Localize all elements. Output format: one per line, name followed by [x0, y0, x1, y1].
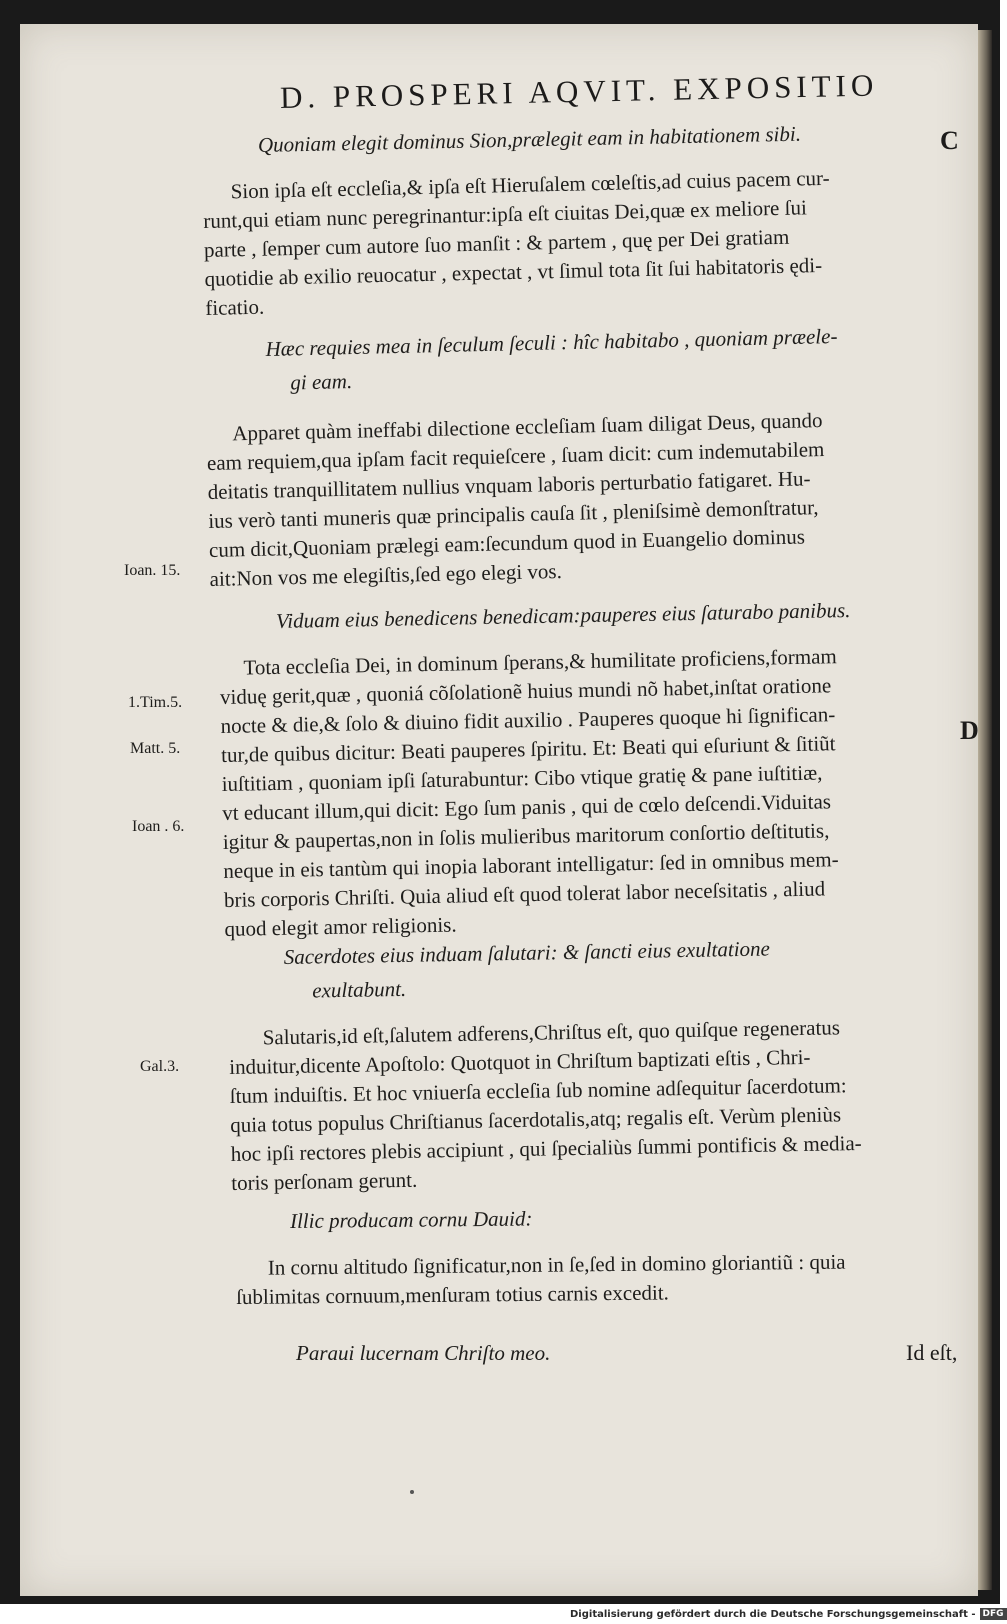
column-letter-d: D — [960, 716, 979, 745]
paragraph — [236, 1247, 939, 1312]
verse-heading — [265, 319, 838, 400]
text-line: cum dicit,Quoniam prælegi eam:ſecundum quod in Euangelio dominus — [208, 524, 806, 562]
text-line: ait:Non vos me elegiſtis,ſed ego elegi vos. — [209, 558, 563, 591]
verse-line: exultabunt. — [312, 976, 407, 1003]
text-line: In cornu altitudo ſignificatur,non in ſe,ſed in domino gloriantiũ : quia — [267, 1249, 846, 1280]
text-line: quotidie ab exilio reuocatur , expectat , vt ſimul tota ſit ſui habitatoris ędi- — [204, 252, 823, 291]
text-line: tur,de quibus dicitur: Beati pauperes ſpiritu. Et: Beati qui eſuriunt & ſitiũt — [220, 731, 836, 768]
text-line: Apparet quàm ineffabi dilectione eccleſiam ſuam diligat Deus, quando — [232, 408, 823, 446]
running-head: D. PROSPERI AQVIT. EXPOSITIO — [279, 67, 879, 115]
verse-heading: Viduam eius benedicens benedicam:pauperes eius ſaturabo panibus. — [275, 597, 851, 633]
text-line: neque in eis tantùm qui inopia laborant intelligatur: ſed in omnibus mem- — [223, 847, 839, 883]
book-page-edge — [978, 30, 992, 1590]
margin-note: Ioan . 6. — [132, 818, 185, 835]
text-line: nocte & die,& ſolo & diuino fidit auxilio . Pauperes quoque hi ſignifican- — [220, 702, 836, 739]
paragraph — [202, 162, 929, 323]
text-line: ficatio. — [205, 294, 265, 320]
verse-line: Sacerdotes eius induam ſalutari: & ſancti eius exultatione — [283, 936, 771, 970]
margin-note: Gal.3. — [140, 1058, 180, 1075]
paragraph — [206, 404, 934, 594]
text-line: Tota eccleſia Dei, in dominum ſperans,& humilitate proficiens,formam — [243, 644, 837, 680]
text-line: ius verò tanti muneris quæ principalis cauſa ſit , pleniſsimè demonſtratur, — [208, 495, 819, 533]
text-line: iuſtitiam , quoniam ipſi ſaturabuntur: Cibo vtique gratię & pane iuſtitiæ, — [221, 760, 823, 797]
catchword: Id eſt, — [906, 1340, 958, 1365]
verse-heading: Paraui lucernam Chriſto meo. — [296, 1341, 551, 1365]
paragraph — [228, 1012, 939, 1198]
margin-note: 1.Tim.5. — [128, 694, 183, 711]
text-line: vt educant illum,qui dicit: Ego ſum panis , qui de cœlo deſcendi.Viduitas — [222, 789, 832, 825]
text-line: viduę gerit,quæ , quoniá cõſolationẽ huius mundi nõ habet,inſtat oratione — [219, 673, 832, 710]
text-line: deitatis tranquillitatem nullius vnquam laboris perturbatio fatigaret. Hu- — [207, 466, 811, 505]
text-line: parte , ſemper cum autore ſuo manſit : & partem , quę per Dei gratiam — [203, 224, 790, 262]
digitization-footer — [570, 1608, 1007, 1620]
verse-line: Hæc requies mea in ſeculum ſeculi : hîc habitabo , quoniam præele- — [265, 324, 838, 362]
dfg-logo-icon: DFG — [980, 1608, 1007, 1620]
verse-heading — [283, 932, 770, 1008]
text-line: quod elegit amor religionis. — [224, 912, 457, 941]
ink-speck — [410, 1490, 414, 1494]
text-line: Sion ipſa eſt eccleſia,& ipſa eſt Hieruſalem cœleſtis,ad cuius pacem cur- — [230, 165, 830, 204]
text-line: eam requiem,qua ipſam facit requieſcere , ſuam dicit: cum indemutabilem — [206, 437, 825, 476]
footer-text: Digitalisierung gefördert durch die Deutsche Forschungsgemeinschaft - — [570, 1608, 976, 1620]
text-line: hoc ipſi rectores plebis accipiunt , qui ſpecialiùs ſummi pontificis & media- — [230, 1130, 862, 1166]
text-line: runt,qui etiam nunc peregrinantur:ipſa eſt ciuitas Dei,quæ ex meliore ſui — [203, 195, 808, 234]
verse-heading: Quoniam elegit dominus Sion,prælegit eam in habitationem sibi. — [257, 121, 802, 157]
verse-line: gi eam. — [290, 369, 353, 395]
text-line: quia totus populus Chriſtianus ſacerdotalis,atq; regalis eſt. Verùm pleniùs — [230, 1102, 842, 1137]
margin-note: Ioan. 15. — [124, 562, 181, 579]
text-line: toris perſonam gerunt. — [231, 1167, 418, 1195]
text-line: igitur & paupertas,non in ſolis mulieribus maritorum conſortio deſtitutis, — [222, 818, 830, 854]
text-line: ſtum induiſtis. Et hoc vniuerſa eccleſia ſub nomine adſequitur ſacerdotum: — [229, 1073, 847, 1109]
margin-note: Matt. 5. — [130, 740, 181, 757]
text-line: ſublimitas cornuum,menſuram totius carnis excedit. — [236, 1280, 669, 1309]
column-letter-c: C — [940, 126, 959, 155]
text-line: induitur,dicente Apoſtolo: Quotquot in Chriſtum baptizati eſtis , Chri- — [229, 1044, 811, 1080]
paragraph — [219, 640, 940, 944]
text-line: Salutaris,id eſt,ſalutem adferens,Chriſtus eſt, quo quiſque regeneratus — [262, 1015, 841, 1050]
text-line: bris corporis Chriſti. Quia aliud eſt quod tolerat labor neceſsitatis , aliud — [223, 876, 826, 912]
verse-heading: Illic producam cornu Dauid: — [289, 1206, 533, 1233]
